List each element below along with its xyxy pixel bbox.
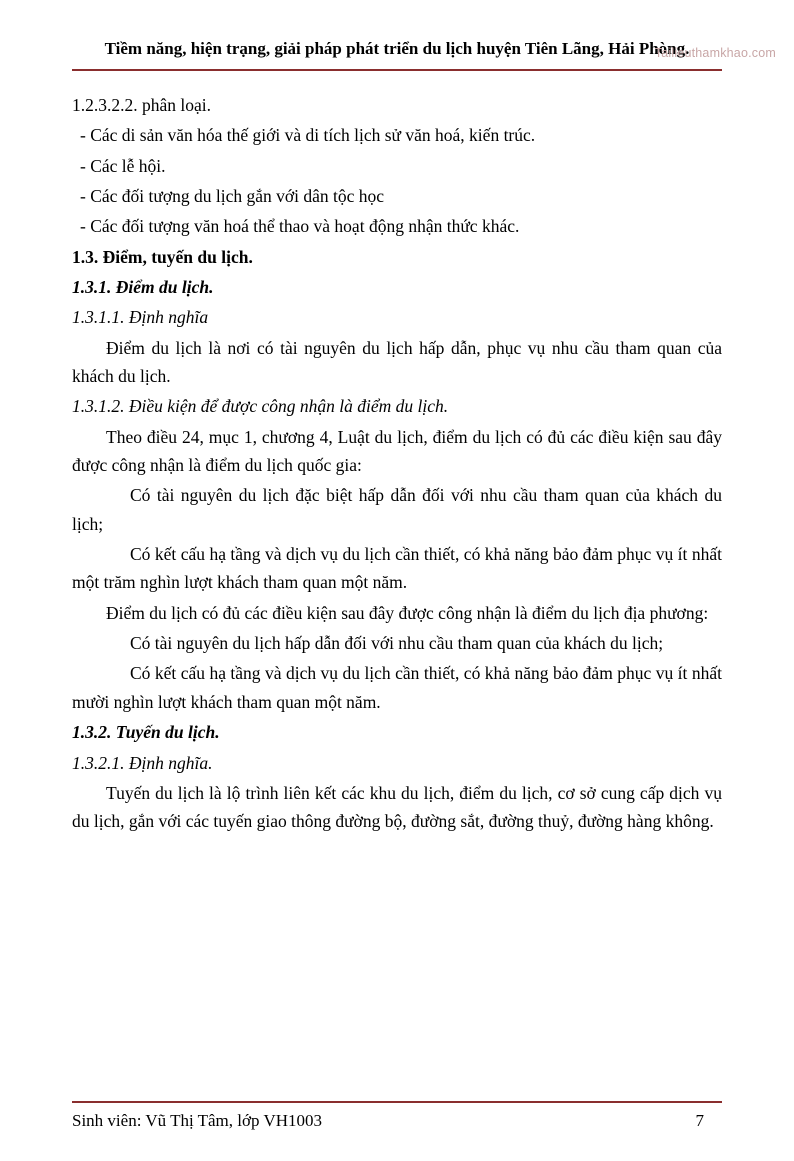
header-title: Tiềm năng, hiện trạng, giải pháp phát triển du lịch huyện Tiên Lãng, Hải Phòng. bbox=[104, 39, 690, 58]
document-body bbox=[72, 91, 722, 836]
body-heading: 1.3.1. Điểm du lịch. bbox=[72, 277, 214, 297]
body-paragraph: Có kết cấu hạ tầng và dịch vụ du lịch cần thiết, có khả năng bảo đảm phục vụ ít nhất một trăm nghìn lượt khách tham quan một năm. bbox=[72, 544, 722, 593]
header-divider bbox=[72, 69, 722, 71]
body-line: - Các di sản văn hóa thế giới và di tích lịch sử văn hoá, kiến trúc. bbox=[80, 125, 536, 146]
body-line: - Các đối tượng văn hoá thể thao và hoạt động nhận thức khác. bbox=[80, 216, 520, 237]
body-paragraph: Điểm du lịch có đủ các điều kiện sau đây được công nhận là điểm du lịch địa phương: bbox=[106, 602, 709, 623]
watermark: Tailieuthamkhao.com bbox=[654, 46, 776, 60]
body-heading: 1.3. Điểm, tuyến du lịch. bbox=[72, 246, 253, 267]
body-heading: 1.3.2. Tuyến du lịch. bbox=[72, 722, 220, 743]
body-subheading: 1.3.1.2. Điều kiện để được công nhận là điểm du lịch. bbox=[72, 396, 449, 417]
body-paragraph: Có tài nguyên du lịch hấp dẫn đối với nhu cầu tham quan của khách du lịch; bbox=[130, 633, 664, 654]
footer-divider bbox=[72, 1101, 722, 1103]
footer-author: Sinh viên: Vũ Thị Tâm, lớp VH1003 bbox=[72, 1111, 322, 1130]
body-subheading: 1.3.2.1. Định nghĩa. bbox=[72, 752, 213, 773]
document-page bbox=[0, 38, 794, 1161]
body-line: - Các lễ hội. bbox=[80, 155, 166, 176]
body-paragraph: Có kết cấu hạ tầng và dịch vụ du lịch cần thiết, có khả năng bảo đảm phục vụ ít nhất mười nghìn lượt khách tham quan một năm. bbox=[72, 663, 722, 712]
body-line: 1.2.3.2.2. phân loại. bbox=[72, 94, 212, 115]
page-header bbox=[72, 38, 722, 67]
page-number: 7 bbox=[695, 1111, 704, 1130]
page-footer bbox=[72, 1101, 722, 1131]
body-subheading: 1.3.1.1. Định nghĩa bbox=[72, 307, 209, 328]
body-paragraph: Theo điều 24, mục 1, chương 4, Luật du lịch, điểm du lịch có đủ các điều kiện sau đây được công nhận là điểm du lịch quốc gia: bbox=[72, 426, 722, 476]
body-paragraph: Điểm du lịch là nơi có tài nguyên du lịch hấp dẫn, phục vụ nhu cầu tham quan của khách du lịch. bbox=[72, 337, 722, 387]
body-paragraph: Có tài nguyên du lịch đặc biệt hấp dẫn đối với nhu cầu tham quan của khách du lịch; bbox=[72, 485, 722, 534]
footer-row bbox=[72, 1111, 722, 1131]
body-paragraph: Tuyến du lịch là lộ trình liên kết các khu du lịch, điểm du lịch, cơ sở cung cấp dịch vụ du lịch, gắn với các tuyến giao thông đường bộ, đường sắt, đường thuỷ, đường hàng không. bbox=[72, 782, 722, 832]
body-line: - Các đối tượng du lịch gắn với dân tộc học bbox=[80, 185, 385, 206]
